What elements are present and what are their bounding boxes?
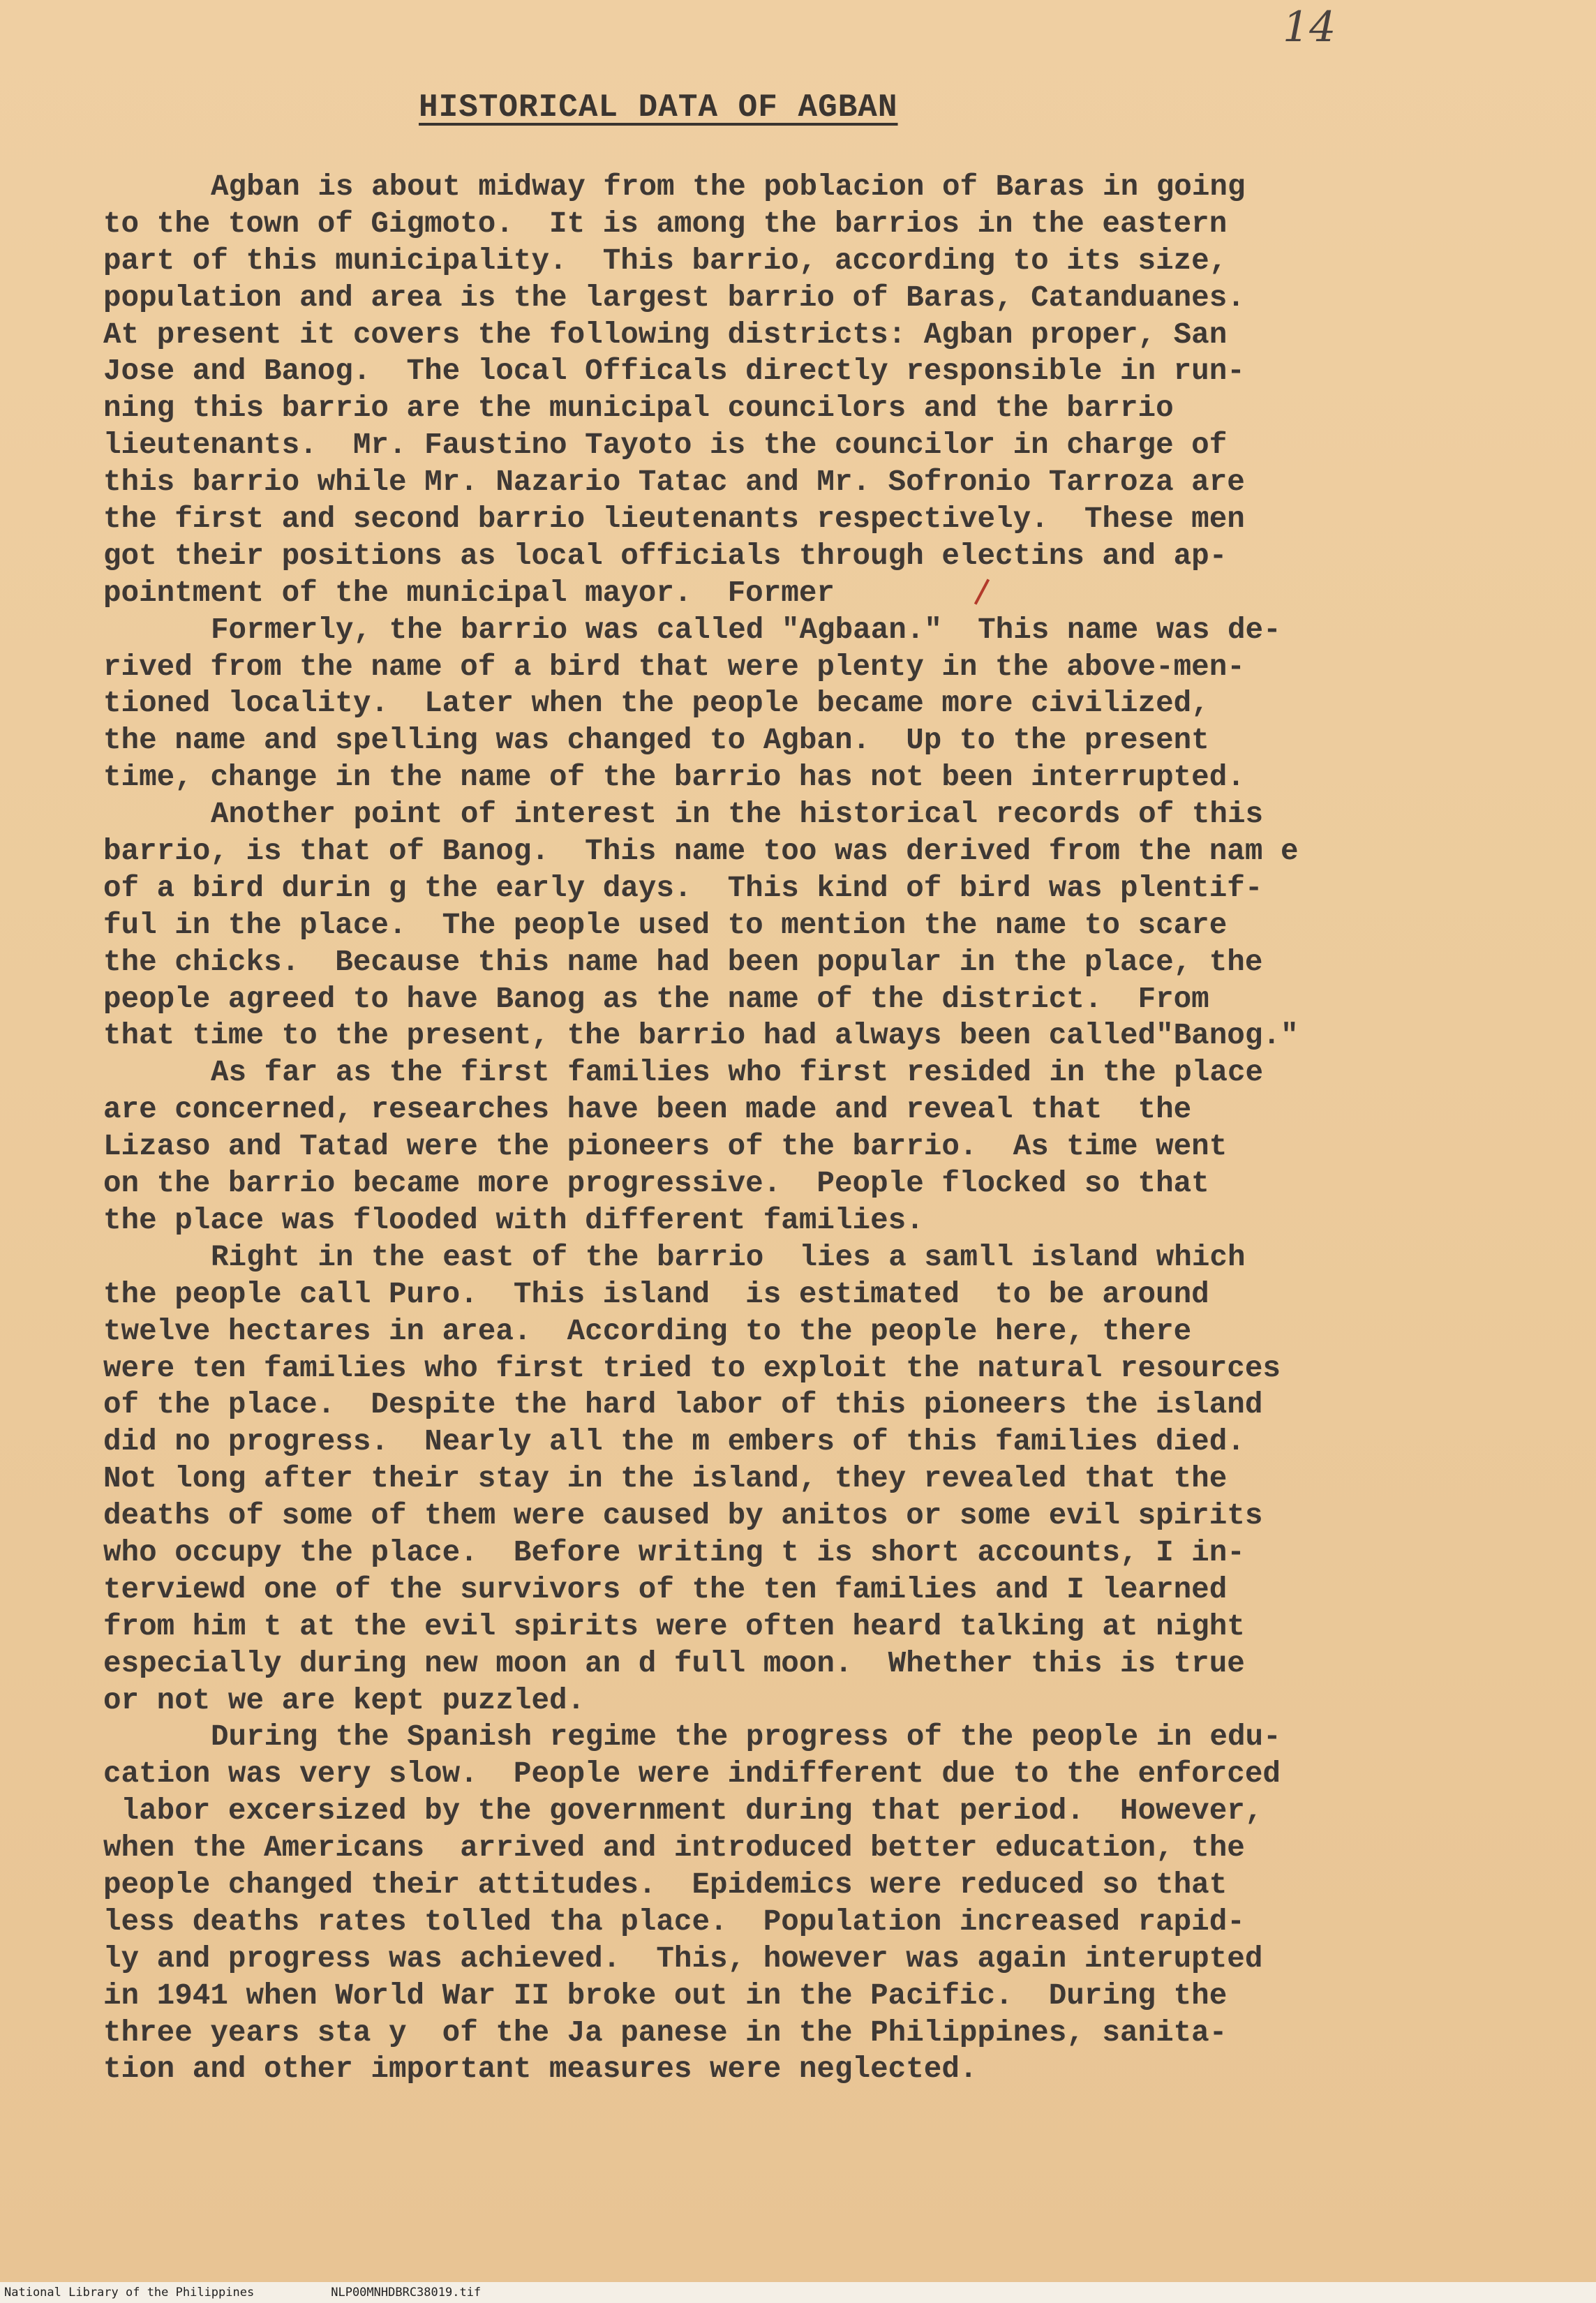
text-line: of the place. Despite the hard labor of this pioneers the island [103, 1388, 1263, 1422]
text-line: the chicks. Because this name had been popular in the place, the [103, 945, 1263, 979]
text-line: on the barrio became more progressive. People flocked so that [103, 1167, 1209, 1201]
text-line: Agban is about midway from the poblacion of Baras in going [211, 170, 1246, 204]
text-line: lieutenants. Mr. Faustino Tayoto is the councilor in charge of [103, 428, 1228, 463]
text-line: were ten families who first tried to exploit the natural resources [103, 1351, 1281, 1385]
text-line: that time to the present, the barrio had always been called"Banog." [103, 1019, 1299, 1053]
text-line: barrio, is that of Banog. This name too was derived from the nam e [103, 835, 1299, 869]
text-line: the name and spelling was changed to Agban. Up to the present [103, 724, 1209, 758]
text-line: population and area is the largest barrio of Baras, Catanduanes. [103, 281, 1245, 315]
text-line: got their positions as local officials through electins and ap- [103, 539, 1228, 573]
text-line: of a bird durin g the early days. This kind of bird was plentif- [103, 871, 1263, 905]
text-line: rived from the name of a bird that were plenty in the above-men- [103, 650, 1245, 684]
text-line: At present it covers the following districts: Agban proper, San [103, 318, 1228, 352]
text-line: from him t at the evil spirits were often heard talking at night [103, 1609, 1245, 1644]
text-line: the people call Puro. This island is estimated to be around [103, 1277, 1209, 1311]
text-line: ly and progress was achieved. This, however was again interupted [103, 1941, 1263, 1976]
text-line: Jose and Banog. The local Officals directly responsible in run- [103, 355, 1245, 389]
document-body [103, 169, 1506, 2088]
text-line: pointment of the municipal mayor. Former [103, 576, 835, 610]
text-line: in 1941 when World War II broke out in the Pacific. During the [103, 1978, 1228, 2013]
text-line: especially during new moon an d full moon. Whether this is true [103, 1646, 1245, 1680]
scan-footer [0, 2282, 1596, 2303]
text-line: ning this barrio are the municipal councilors and the barrio [103, 392, 1174, 426]
text-line: twelve hectares in area. According to the people here, there [103, 1314, 1192, 1348]
text-line: labor excersized by the government during that period. However, [103, 1794, 1263, 1828]
text-line: the place was flooded with different families. [103, 1203, 924, 1237]
text-line: terviewd one of the survivors of the ten families and I learned [103, 1572, 1228, 1607]
text-line: tion and other important measures were neglected. [103, 2052, 978, 2087]
document-title: HISTORICAL DATA OF AGBAN [419, 89, 898, 126]
text-line: cation was very slow. People were indifferent due to the enforced [103, 1757, 1281, 1791]
text-line: Not long after their stay in the island, they revealed that the [103, 1462, 1228, 1496]
text-line: or not we are kept puzzled. [103, 1683, 586, 1717]
text-line: people agreed to have Banog as the name of the district. From [103, 982, 1209, 1016]
text-line: As far as the first families who first resided in the place [211, 1056, 1264, 1090]
library-credit: National Library of the Philippines [4, 2286, 255, 2300]
handwritten-page-number: 14 [1283, 3, 1336, 52]
text-line: deaths of some of them were caused by anitos or some evil spirits [103, 1499, 1263, 1533]
text-line: Right in the east of the barrio lies a samll island which [211, 1240, 1246, 1274]
text-line: the first and second barrio lieutenants respectively. These men [103, 502, 1245, 537]
text-line: time, change in the name of the barrio has not been interrupted. [103, 761, 1245, 795]
text-line: did no progress. Nearly all the m embers of this families died. [103, 1425, 1245, 1459]
text-line: when the Americans arrived and introduced better education, the [103, 1831, 1245, 1865]
text-line: ful in the place. The people used to mention the name to scare [103, 908, 1228, 942]
text-line: Another point of interest in the historical records of this [211, 798, 1264, 832]
text-line: Lizaso and Tatad were the pioneers of the barrio. As time went [103, 1130, 1228, 1164]
text-line: who occupy the place. Before writing t is short accounts, I in- [103, 1535, 1245, 1570]
text-line: to the town of Gigmoto. It is among the barrios in the eastern [103, 207, 1228, 241]
text-line: people changed their attitudes. Epidemics were reduced so that [103, 1868, 1228, 1902]
text-line: tioned locality. Later when the people became more civilized, [103, 687, 1209, 721]
text-line: less deaths rates tolled tha place. Population increased rapid- [103, 1905, 1245, 1939]
text-line: Formerly, the barrio was called "Agbaan." This name was de- [211, 613, 1281, 647]
text-line: three years sta y of the Ja panese in the Philippines, sanita- [103, 2015, 1228, 2050]
text-line: During the Spanish regime the progress of the people in edu- [211, 1720, 1281, 1754]
text-line: part of this municipality. This barrio, according to its size, [103, 244, 1228, 278]
text-line: are concerned, researches have been made and reveal that the [103, 1093, 1192, 1127]
file-id: NLP00MNHDBRC38019.tif [331, 2286, 482, 2300]
text-line: this barrio while Mr. Nazario Tatac and Mr. Sofronio Tarroza are [103, 465, 1245, 500]
